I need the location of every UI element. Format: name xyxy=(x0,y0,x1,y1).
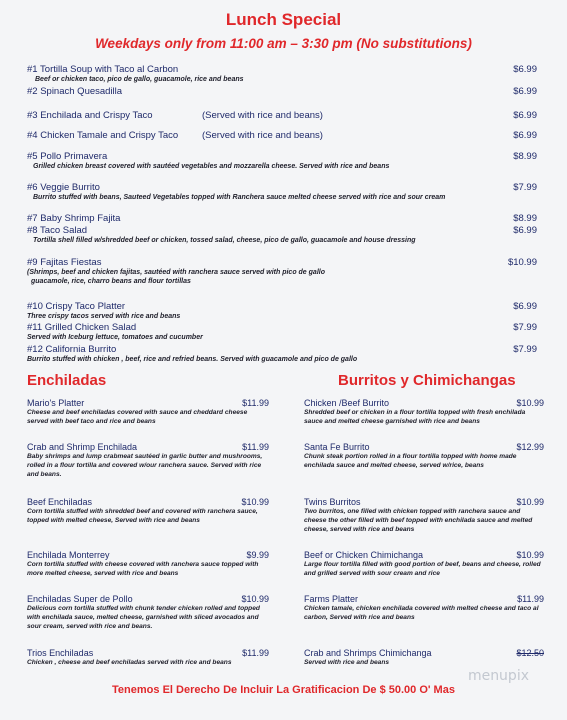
item-description: Baby shrimps and lump crabmeat sautéed in garlic butter and mushrooms, rolled in a flour tortilla and covered w/our ranchera sauce. Served with rice and beans. xyxy=(27,453,263,478)
item-price: $12.50 xyxy=(516,648,544,658)
item-price: $11.99 xyxy=(242,648,269,658)
item-description: Served with Iceburg lettuce, tomatoes and cucumber xyxy=(27,334,203,341)
item-price: $6.99 xyxy=(513,225,537,236)
enchilada-item xyxy=(27,550,269,578)
burrito-item xyxy=(304,442,544,470)
lunch-item xyxy=(27,151,537,171)
lunch-item xyxy=(27,130,537,141)
item-name: Farms Platter xyxy=(304,594,359,604)
item-price: $6.99 xyxy=(513,301,537,312)
item-description: Tortilla shell filled w/shredded beef or chicken, tossed salad, cheese, pico de gallo, guacamole and house dressing xyxy=(33,237,416,244)
page-subtitle: Weekdays only from 11:00 am – 3:30 pm (No substitutions) xyxy=(95,36,472,51)
item-name: #5 Pollo Primavera xyxy=(27,151,108,162)
item-description: Chicken tamale, chicken enchilada covered with melted cheese and taco al carbon, Served with rice and beans xyxy=(304,605,539,621)
item-price: $8.99 xyxy=(513,213,537,224)
item-price: $7.99 xyxy=(513,344,537,355)
lunch-item xyxy=(27,110,537,121)
lunch-item xyxy=(27,257,537,286)
item-price: $11.99 xyxy=(242,442,269,452)
item-name: #9 Fajitas Fiestas xyxy=(27,257,102,268)
item-description: Large flour tortilla filled with good portion of beef, beans and cheese, rolled and grilled served with sour cream and rice xyxy=(304,561,541,577)
item-price: $9.99 xyxy=(246,550,269,560)
item-description: Three crispy tacos served with rice and beans xyxy=(27,313,181,320)
item-name: Enchilada Monterrey xyxy=(27,550,110,560)
item-description: Served with rice and beans xyxy=(304,659,390,666)
lunch-item xyxy=(27,182,537,202)
lunch-item xyxy=(27,213,537,224)
item-name: #1 Tortilla Soup with Taco al Carbon xyxy=(27,64,179,75)
item-price: $11.99 xyxy=(242,398,269,408)
item-price: $6.99 xyxy=(513,110,537,121)
item-name: Crab and Shrimps Chimichanga xyxy=(304,648,432,658)
item-description: guacamole, rice, charro beans and flour tortillas xyxy=(31,278,191,285)
item-name: #3 Enchilada and Crispy Taco xyxy=(27,110,153,121)
item-note: (Served with rice and beans) xyxy=(202,130,323,141)
item-name: Trios Enchiladas xyxy=(27,648,94,658)
item-name: Chicken /Beef Burrito xyxy=(304,398,390,408)
item-price: $11.99 xyxy=(517,594,544,604)
item-name: #4 Chicken Tamale and Crispy Taco xyxy=(27,130,179,141)
item-price: $6.99 xyxy=(513,130,537,141)
item-name: Enchiladas Super de Pollo xyxy=(27,594,133,604)
item-name: Mario's Platter xyxy=(27,398,85,408)
item-price: $7.99 xyxy=(513,322,537,333)
enchilada-item xyxy=(27,594,269,631)
lunch-item xyxy=(27,225,537,245)
item-price: $12.99 xyxy=(516,442,544,452)
burritos-heading: Burritos y Chimichangas xyxy=(338,372,516,389)
item-description: Cheese and beef enchiladas covered with sauce and cheddard cheese served with beef taco and rice and beans xyxy=(27,409,248,425)
item-description: Grilled chicken breast covered with sautéed vegetables and mozzarella cheese. Served with rice and beans xyxy=(33,163,390,170)
item-price: $10.99 xyxy=(516,398,544,408)
item-price: $10.99 xyxy=(241,497,269,507)
lunch-item xyxy=(27,64,537,84)
lunch-item xyxy=(27,344,537,364)
item-description: Chunk steak portion rolled in a flour tortilla topped with home made enchilada sauce and melted cheese, served w/rice, beans xyxy=(304,453,517,469)
lunch-item xyxy=(27,301,537,321)
item-name: #8 Taco Salad xyxy=(27,225,88,236)
item-price: $6.99 xyxy=(513,64,537,75)
menupix-watermark: menupix xyxy=(467,668,529,684)
item-name: #6 Veggie Burrito xyxy=(27,182,100,193)
item-description: Delicious corn tortilla stuffed with chunk tender chicken rolled and topped with enchilada sauce, melted cheese, garnished with sliced avocados and sour cream, served with rice and beans. xyxy=(27,605,260,630)
item-name: #11 Grilled Chicken Salad xyxy=(27,322,137,333)
item-description: Two burritos, one filled with chicken topped with ranchera sauce and cheese the other filled with beef topped with enchilada sauce and melted cheese, served with rice and beans xyxy=(304,508,533,533)
item-name: Beef or Chicken Chimichanga xyxy=(304,550,424,560)
item-price: $10.99 xyxy=(516,497,544,507)
item-description: Shredded beef or chicken in a flour tortilla topped with fresh enchilada sauce and melted cheese garnished with rice and beans xyxy=(304,409,526,425)
item-description: (Shrimps, beef and chicken fajitas, sautéed with ranchera sauce served with pico de gallo xyxy=(27,269,325,276)
item-description: Burrito stuffed with beans, Sauteed Vegetables topped with Ranchera sauce melted cheese served with rice and sour cream xyxy=(33,194,446,201)
enchilada-item xyxy=(27,398,269,426)
enchilada-item xyxy=(27,648,269,667)
burrito-item xyxy=(304,398,544,426)
lunch-item xyxy=(27,322,537,342)
enchilada-item xyxy=(27,497,269,525)
item-name: Twins Burritos xyxy=(304,497,361,507)
item-name: #12 California Burrito xyxy=(27,344,117,355)
burrito-item xyxy=(304,497,544,534)
enchilada-item xyxy=(27,442,269,479)
item-description: Chicken , cheese and beef enchiladas served with rice and beans xyxy=(27,659,232,666)
item-description: Corn tortilla stuffed with cheese covered with ranchera sauce topped with more melted cheese, served with rice and beans xyxy=(27,561,259,577)
item-name: Crab and Shrimp Enchilada xyxy=(27,442,138,452)
burrito-item xyxy=(304,648,544,667)
item-price: $6.99 xyxy=(513,86,537,97)
item-price: $8.99 xyxy=(513,151,537,162)
item-description: Corn tortilla stuffed with shredded beef and covered with ranchera sauce, topped with melted cheese, Served with rice and beans xyxy=(27,508,258,524)
item-price: $10.99 xyxy=(241,594,269,604)
item-name: Santa Fe Burrito xyxy=(304,442,370,452)
item-note: (Served with rice and beans) xyxy=(202,110,323,121)
enchiladas-heading: Enchiladas xyxy=(27,372,107,389)
item-description: Burrito stuffed with chicken , beef, rice and refried beans. Served with guacamole and pico de gallo xyxy=(27,356,358,363)
item-name: #7 Baby Shrimp Fajita xyxy=(27,213,121,224)
burrito-item xyxy=(304,550,544,578)
footer-note: Tenemos El Derecho De Incluir La Gratificacion De $ 50.00 O' Mas xyxy=(112,684,455,696)
lunch-item xyxy=(27,86,537,97)
item-description: Beef or chicken taco, pico de gallo, guacamole, rice and beans xyxy=(35,76,244,83)
burrito-item xyxy=(304,594,544,622)
item-price: $7.99 xyxy=(513,182,537,193)
item-name: #2 Spinach Quesadilla xyxy=(27,86,123,97)
item-name: Beef Enchiladas xyxy=(27,497,93,507)
item-name: #10 Crispy Taco Platter xyxy=(27,301,126,312)
page-title: Lunch Special xyxy=(225,10,342,29)
item-price: $10.99 xyxy=(516,550,544,560)
item-price: $10.99 xyxy=(507,257,537,268)
